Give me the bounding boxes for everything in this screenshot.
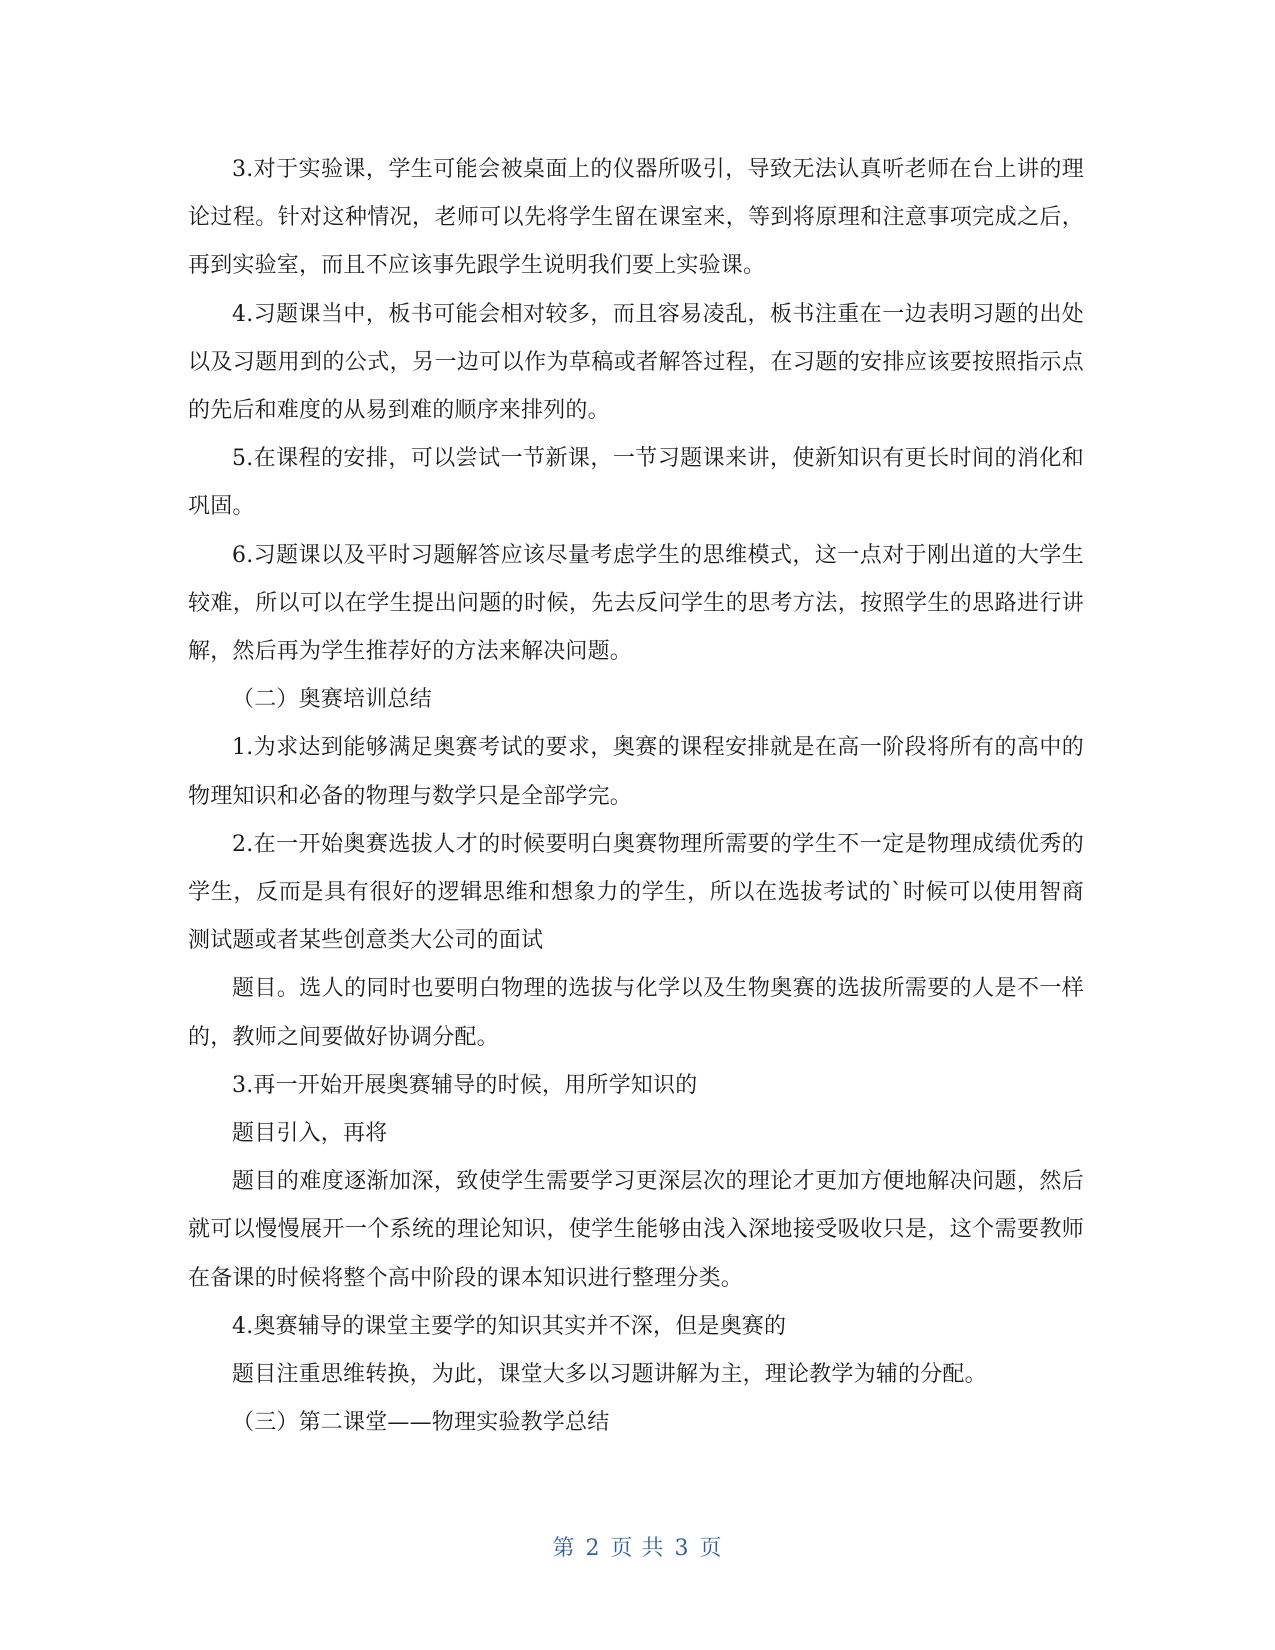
footer-suffix: 页 [699,1536,723,1561]
paragraph-question-intro: 题目引入，再将 [232,1121,388,1147]
footer-current-page: 2 [585,1536,601,1561]
section-heading-olympiad: （二）奥赛培训总结 [232,687,432,713]
paragraph-thinking-conversion: 题目注重思维转换，为此，课堂大多以习题讲解为主，理论教学为辅的分配。 [232,1362,987,1388]
footer-prefix: 第 [552,1536,576,1561]
paragraph-selection-continued: 题目。选人的同时也要明白物理的选拔与化学以及生物奥赛的选拔所需要的人是不一样的，教师之间要做好协调分配。 [188,976,1084,1050]
paragraph-olympiad-selection: 2.在一开始奥赛选拔人才的时候要明白奥赛物理所需要的学生不一定是物理成绩优秀的学生，反而是具有很好的逻辑思维和想象力的学生，所以在选拔考试的`时候可以使用智商测试题或者某些创意类大公司的面试 [188,831,1084,954]
paragraph-classroom-content: 4.奥赛辅导的课堂主要学的知识其实并不深，但是奥赛的 [232,1313,787,1339]
section-heading-second-classroom: （三）第二课堂——物理实验教学总结 [232,1410,610,1436]
paragraph-exercise-blackboard: 4.习题课当中，板书可能会相对较多，而且容易凌乱，板书注重在一边表明习题的出处以及习题用到的公式，另一边可以作为草稿或者解答过程，在习题的安排应该要按照指示点的先后和难度的从易到难的顺序来排列的。 [188,301,1084,424]
body-text [188,146,1084,1447]
footer-total-pages: 3 [674,1536,690,1561]
paragraph-lab-class: 3.对于实验课，学生可能会被桌面上的仪器所吸引，导致无法认真听老师在台上讲的理论过程。针对这种情况，老师可以先将学生留在课室来，等到将原理和注意事项完成之后，再到实验室，而且不应该事先跟学生说明我们要上实验课。 [188,157,1084,279]
paragraph-olympiad-schedule: 1.为求达到能够满足奥赛考试的要求，奥赛的课程安排就是在高一阶段将所有的高中的物理知识和必备的物理与数学只是全部学完。 [188,735,1084,809]
paragraph-course-arrangement: 5.在课程的安排，可以尝试一节新课，一节习题课来讲，使新知识有更长时间的消化和巩固。 [188,446,1084,520]
paragraph-student-thinking: 6.习题课以及平时习题解答应该尽量考虑学生的思维模式，这一点对于刚出道的大学生较难，所以可以在学生提出问题的时候，先去反问学生的思考方法，按照学生的思路进行讲解，然后再为学生推荐好的方法来解决问题。 [188,542,1084,665]
paragraph-tutoring-start: 3.再一开始开展奥赛辅导的时候，用所学知识的 [232,1072,698,1098]
paragraph-difficulty-increase: 题目的难度逐渐加深，致使学生需要学习更深层次的理论才更加方便地解决问题，然后就可以慢慢展开一个系统的理论知识，使学生能够由浅入深地接受吸收只是，这个需要教师在备课的时候将整个高中阶段的课本知识进行整理分类。 [188,1169,1084,1291]
page-footer [0,1534,1275,1564]
footer-middle: 页 共 [610,1536,665,1561]
